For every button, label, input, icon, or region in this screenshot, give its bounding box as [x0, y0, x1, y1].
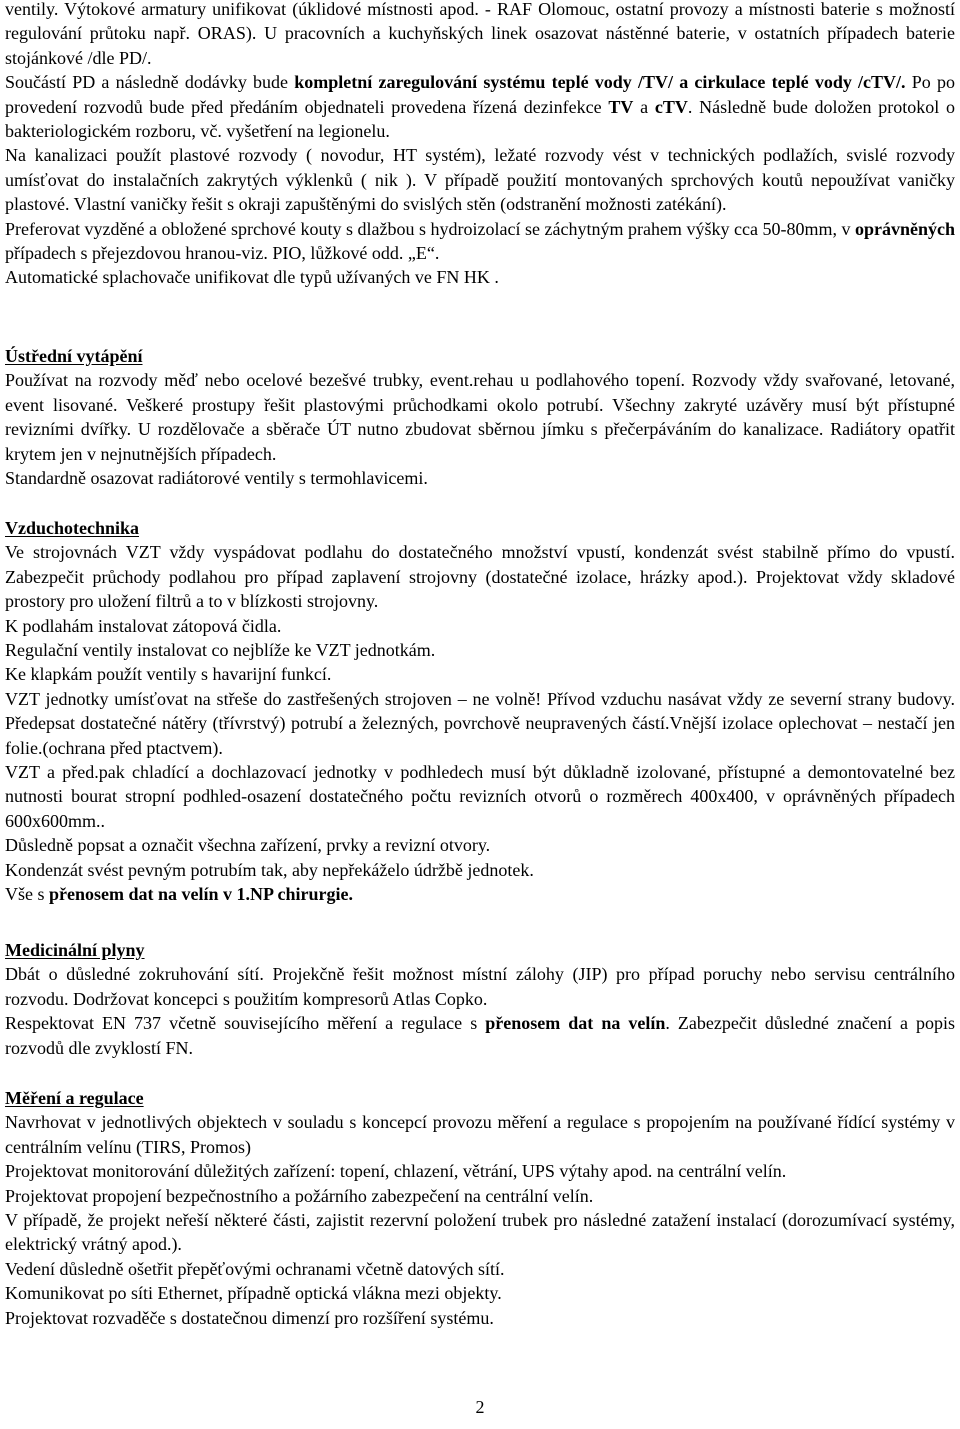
paragraph-dampers: Ke klapkám použít ventily s havarijní funkcí.: [5, 664, 332, 685]
paragraph-monitoring: Projektovat monitorování důležitých zařízení: topení, chlazení, větrání, UPS výtahy apod. na centrální velín.: [5, 1161, 787, 1182]
paragraph-radiator-valves: Standardně osazovat radiátorové ventily s termohlavicemi.: [5, 468, 428, 489]
paragraph-reserve-conduits: V případě, že projekt neřeší některé části, zajistit rezervní položení trubek pro následné zatažení instalací (dorozumívací systémy, elektrický vrátný apod.).: [5, 1210, 955, 1255]
heading-measurement-control: Měření a regulace: [5, 1088, 144, 1108]
paragraph-showers: Preferovat vyzděné a obložené sprchové kouty s dlažbou s hydroizolací se záchytným prahem výšky cca 50-80mm, v oprávněných případech s přejezdovou hranou-viz. PIO, lůžkové odd. „E“.: [5, 218, 955, 264]
section-measurement-control: [5, 1086, 955, 1330]
section-air-handling: [5, 516, 955, 907]
heading-air-handling: Vzduchotechnika: [5, 518, 140, 538]
paragraph-condensate: Kondenzát svést pevným potrubím tak, aby nepřekáželo údržbě jednotek.: [5, 859, 534, 880]
paragraph-labeling: Důsledně popsat a označit všechna zařízení, prvky a revizní otvory.: [5, 835, 491, 856]
paragraph-vzt-units: VZT jednotky umísťovat na střeše do zastřešených strojoven – ne volně! Přívod vzduchu nasávat vždy ze severní strany budovy. Předepsat dostatečné nátěry (třívrstvý) potrubí a železných, povrchově neupravených částí.Vnější izolace oplechovat – nestačí jen folie.(ochrana před ptactvem).: [5, 688, 955, 758]
paragraph-tv-regulation: Součástí PD a následně dodávky bude kompletní zaregulování systému teplé vody /TV/ a cirkulace teplé vody /cTV/. Po po provedení rozvodů bude před předáním objednateli provedena řízená dezinfekce TV a cTV. Následně bude doložen protokol o bakteriologickém rozboru, vč. vyšetření na legionelu.: [5, 72, 956, 142]
page-number: 2: [475, 1397, 485, 1417]
heading-central-heating: Ústřední vytápění: [5, 346, 143, 366]
paragraph-switchboards: Projektovat rozvaděče s dostatečnou dimenzí pro rozšíření systému.: [5, 1307, 494, 1328]
section-medical-gases: [5, 938, 955, 1060]
paragraph-control-systems: Navrhovat v jednotlivých objektech v souladu s koncepcí provozu měření a regulace s propojením na používané řídící systémy v centrálním velínu (TIRS, Promos): [5, 1112, 955, 1157]
paragraph-flood-sensors: K podlahám instalovat zátopová čidla.: [5, 615, 282, 636]
section-central-heating: [5, 344, 955, 490]
paragraph-fittings: ventily. Výtokové armatury unifikovat (úklidové místnosti apod. - RAF Olomouc, ostatní provozy a místnosti baterie s možností regulování průtoku např. ORAS). U pracovních a kuchyňských linek osazovat nástěnné baterie, v ostatních případech baterie stojánkové /dle PD/.: [5, 0, 955, 68]
paragraph-flushers: Automatické splachovače unifikovat dle typů užívaných ve FN HK .: [5, 267, 499, 288]
paragraph-ethernet: Komunikovat po síti Ethernet, případně optická vlákna mezi objekty.: [5, 1283, 502, 1304]
paragraph-en737: Respektovat EN 737 včetně souvisejícího měření a regulace s přenosem dat na velín. Zabezpečit důsledné značení a popis rozvodů dle zvyklostí FN.: [5, 1013, 955, 1058]
paragraph-security-link: Projektovat propojení bezpečnostního a požárního zabezpečení na centrální velín.: [5, 1185, 594, 1206]
heading-medical-gases: Medicinální plyny: [5, 940, 145, 960]
paragraph-control-valves: Regulační ventily instalovat co nejblíže ke VZT jednotkám.: [5, 640, 436, 661]
paragraph-gas-networks: Dbát o důsledné zokruhování sítí. Projekčně řešit možnost místní zálohy (JIP) pro případ poruchy nebo servisu centrálního rozvodu. Dodržovat koncepci s použitím kompresorů Atlas Copko.: [5, 964, 955, 1009]
paragraph-surge-protection: Vedení důsledně ošetřit přepěťovými ochranami včetně datových sítí.: [5, 1258, 505, 1279]
section-water-intro: [5, 0, 955, 290]
paragraph-plant-rooms: Ve strojovnách VZT vždy vyspádovat podlahu do dostatečného množství vpustí, kondenzát svést stabilně přímo do vpustí. Zabezpečit průchody podlahou pro případ zaplavení strojovny (dostatečné izolace, hrázky apod.). Projektovat vždy skladové prostory pro uložení filtrů a to v blízkosti strojovny.: [5, 542, 955, 612]
paragraph-heating-pipes: Používat na rozvody měď nebo ocelové bezešvé trubky, event.rehau u podlahového topení. Rozvody vždy svařované, letované, event lisované. Veškeré prostupy řešit plastovými průchodkami okolo potrubí. Všechny zakryté uzávěry musí být přístupné revizními dvířky. U rozdělovače a sběrače ÚT nutno zbudovat sběrnou jímku s přečerpáváním do kanalizace. Radiátory opatřit krytem jen v nejnutnějších případech.: [5, 370, 955, 464]
paragraph-sewage: Na kanalizaci použít plastové rozvody ( novodur, HT systém), ležaté rozvody vést v technických podlažích, svislé rozvody umísťovat do instalačních zakrytých výklenků ( nik ). V případě použití montovaných sprchových koutů nepoužívat vaničky plastové. Vlastní vaničky řešit s okraji zapuštěnými do svislých stěn (odstranění možnosti zatékání).: [5, 145, 955, 215]
paragraph-cooling-units: VZT a před.pak chladící a dochlazovací jednotky v podhledech musí být důkladně izolované, přístupné a demontovatelné bez nutnosti bourat stropní podhled-osazení dostatečného počtu revizních otvorů o rozměrech 400x400, v oprávněných případech 600x600mm..: [5, 762, 955, 831]
paragraph-data-transfer: Vše s přenosem dat na velín v 1.NP chirurgie.: [5, 884, 353, 905]
